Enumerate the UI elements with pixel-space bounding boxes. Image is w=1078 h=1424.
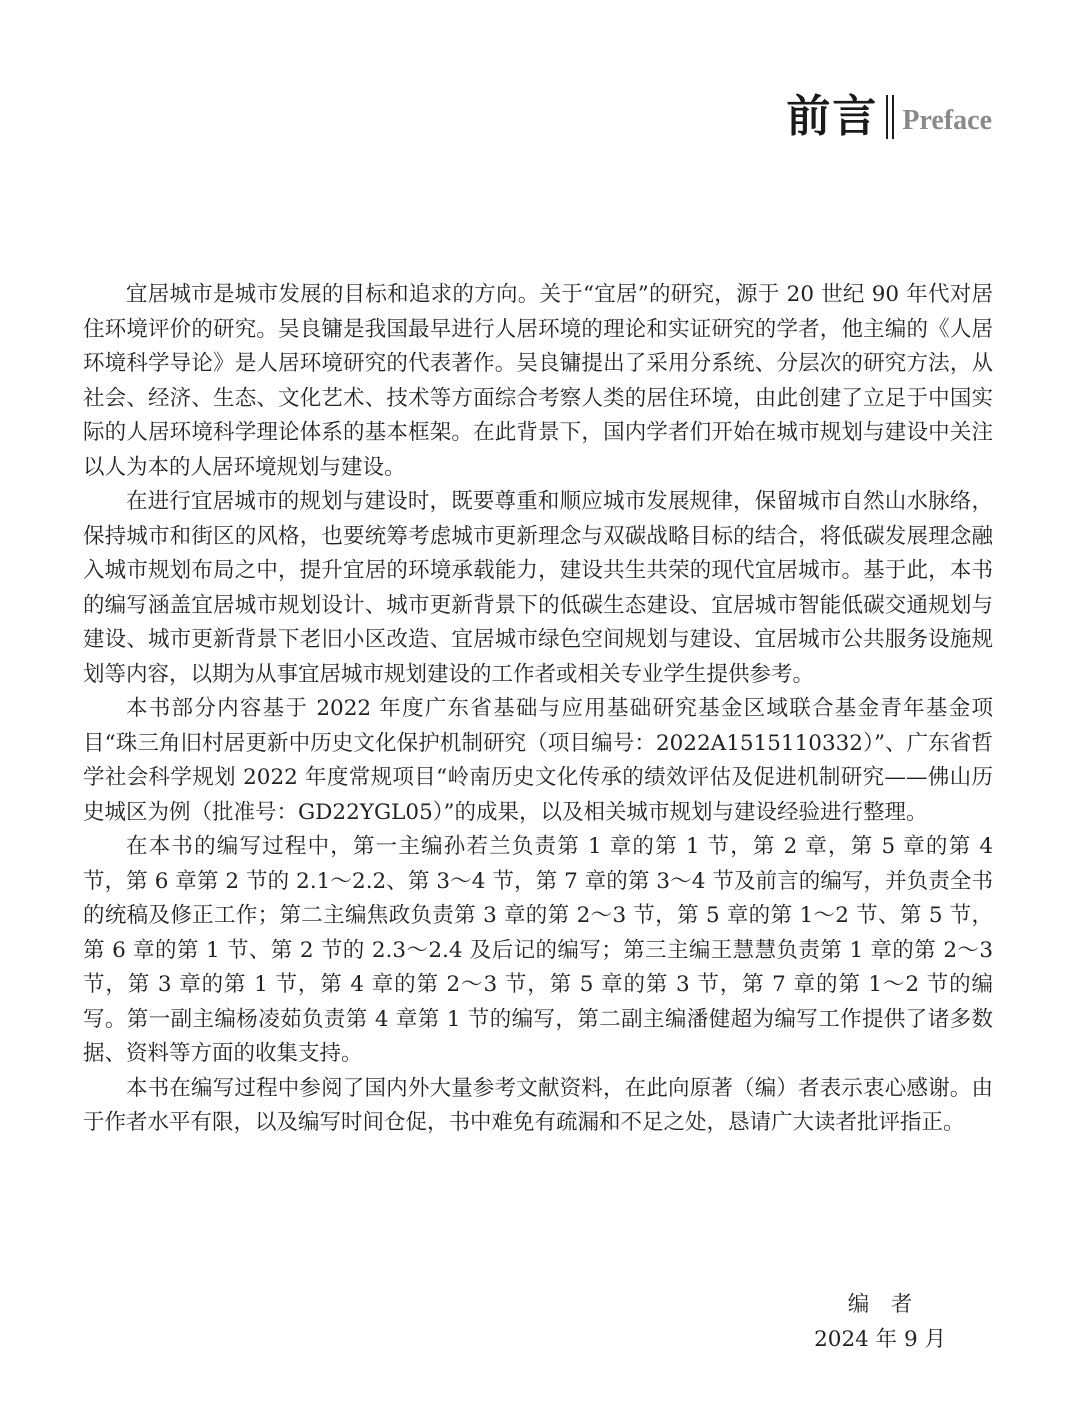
signature-date: 2024 年 9 月 — [814, 1326, 946, 1352]
page-heading — [786, 92, 992, 142]
paragraph-4: 在本书的编写过程中，第一主编孙若兰负责第 1 章的第 1 节，第 2 章，第 5 章的第 4 节，第 6 章第 2 节的 2.1～2.2、第 3～4 节，第 7 章的第 3～4 节及前言的编写，并负责全书的统稿及修正工作；第二主编焦政负责第 3 章的第 2～3 节，第 5 章的第 1～2 节、第 5 节，第 6 章的第 1 节、第 2 节的 2.3～2.4 及后记的编写；第三主编王慧慧负责第 1 章的第 2～3 节，第 3 章的第 1 节，第 4 章的第 2～3 节，第 5 章的第 3 节，第 7 章的第 1～2 节的编写。第一副主编杨凌茹负责第 4 章第 1 节的编写，第二副主编潘健超为编写工作提供了诸多数据、资料等方面的收集支持。 — [83, 834, 993, 1066]
page-title-english: Preface — [902, 105, 992, 136]
paragraph-2: 在进行宜居城市的规划与建设时，既要尊重和顺应城市发展规律，保留城市自然山水脉络，保持城市和街区的风格，也要统筹考虑城市更新理念与双碳战略目标的结合，将低碳发展理念融入城市规划布局之中，提升宜居的环境承载能力，建设共生共荣的现代宜居城市。基于此，本书的编写涵盖宜居城市规划设计、城市更新背景下的低碳生态建设、宜居城市智能低碳交通规划与建设、城市更新背景下老旧小区改造、宜居城市绿色空间规划与建设、宜居城市公共服务设施规划等内容，以期为从事宜居城市规划建设的工作者或相关专业学生提供参考。 — [83, 489, 993, 687]
page-title: 前言 — [786, 91, 879, 142]
paragraph-3: 本书部分内容基于 2022 年度广东省基础与应用基础研究基金区域联合基金青年基金项目“珠三角旧村居更新中历史文化保护机制研究（项目编号：2022A1515110332）”、广东省哲学社会科学规划 2022 年度常规项目“岭南历史文化传承的绩效评估及促进机制研究——佛山历史城区为例（批准号：GD22YGL05）”的成果，以及相关城市规划与建设经验进行整理。 — [83, 696, 993, 825]
paragraph-1: 宜居城市是城市发展的目标和追求的方向。关于“宜居”的研究，源于 20 世纪 90 年代对居住环境评价的研究。吴良镛是我国最早进行人居环境的理论和实证研究的学者，他主编的《人居环境科学导论》是人居环境研究的代表著作。吴良镛提出了采用分系统、分层次的研究方法，从社会、经济、生态、文化艺术、技术等方面综合考察人类的居住环境，由此创建了立足于中国实际的人居环境科学理论体系的基本框架。在此背景下，国内学者们开始在城市规划与建设中关注以人为本的人居环境规划与建设。 — [83, 282, 993, 480]
title-separator — [886, 95, 894, 139]
signature-author: 编 者 — [847, 1292, 913, 1317]
signature-block — [814, 1288, 946, 1357]
body-text — [83, 278, 993, 1141]
paragraph-5: 本书在编写过程中参阅了国内外大量参考文献资料，在此向原著（编）者表示衷心感谢。由于作者水平有限，以及编写时间仓促，书中难免有疏漏和不足之处，恳请广大读者批评指正。 — [83, 1075, 993, 1135]
